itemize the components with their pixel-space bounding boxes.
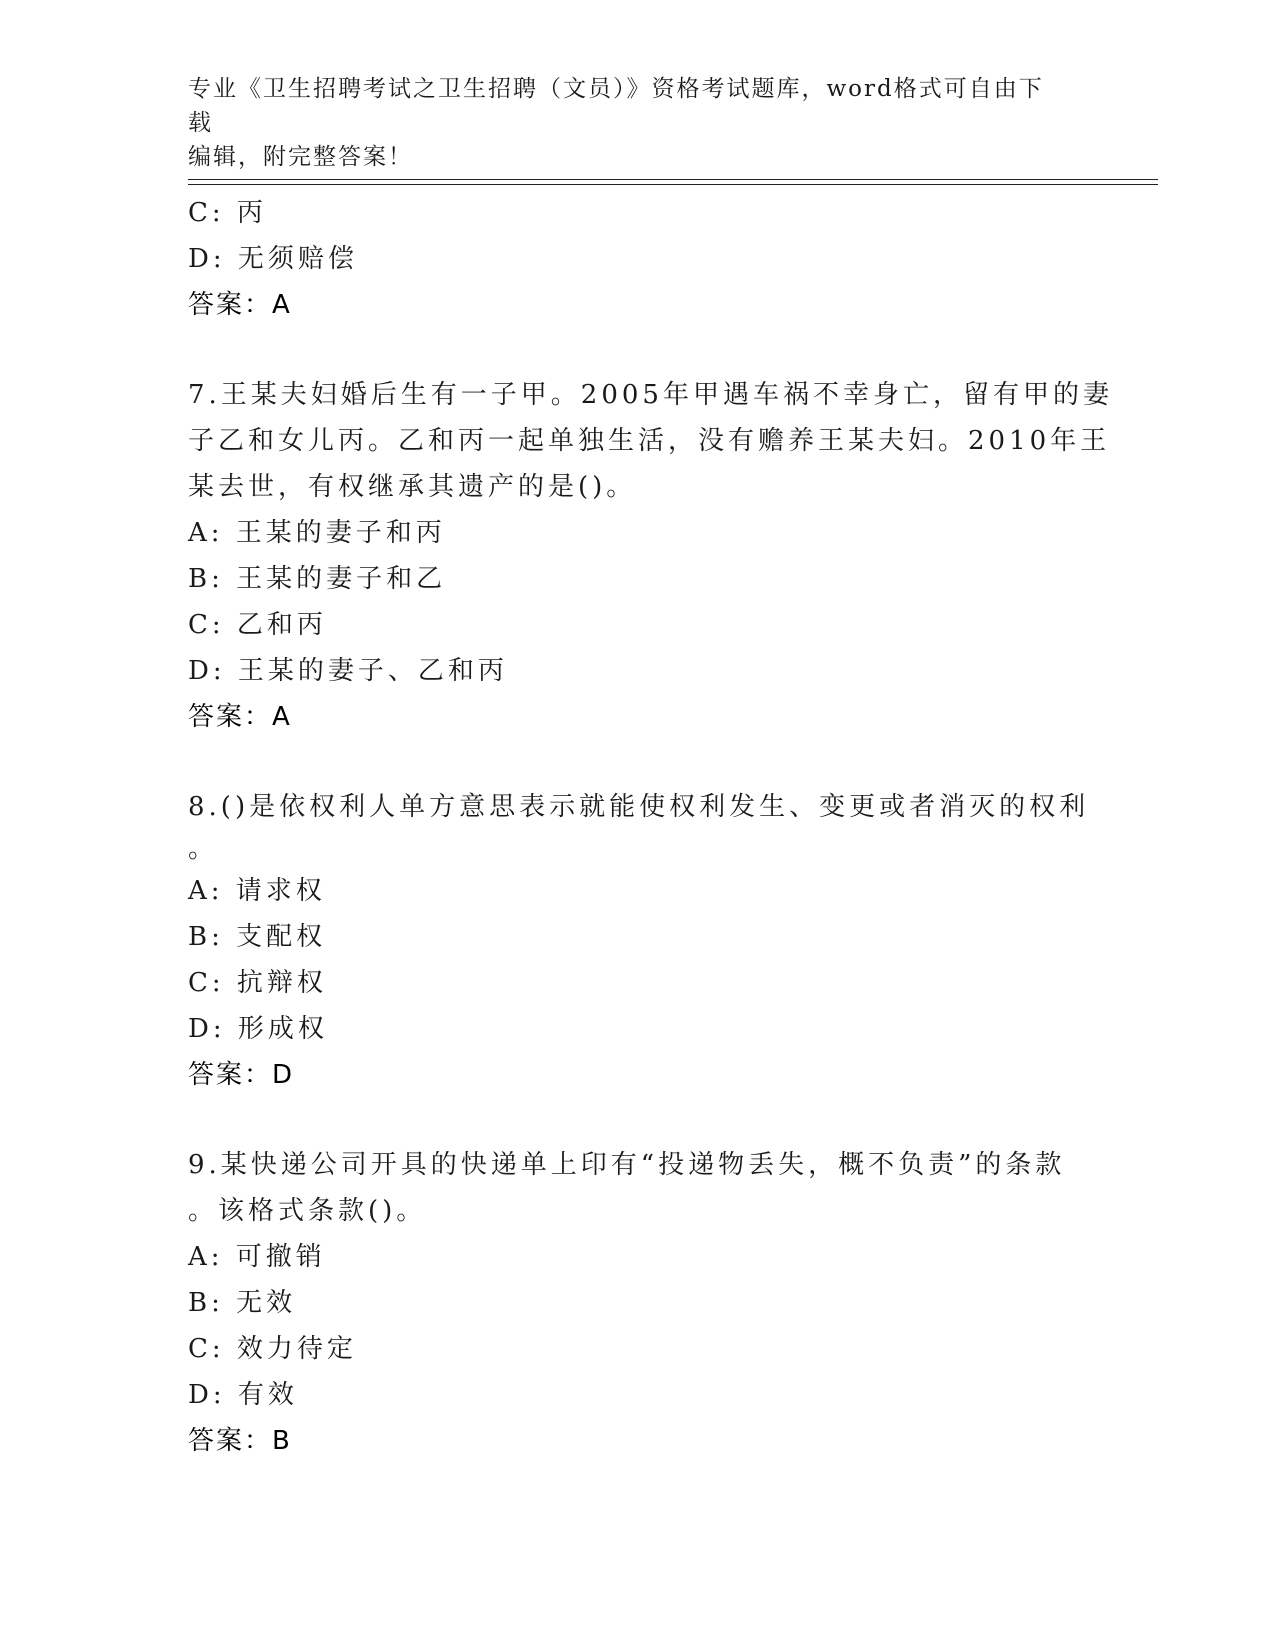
option-c: C: 丙 <box>188 198 267 228</box>
question-7 <box>188 372 1113 740</box>
question-text-line: 。该格式条款()。 <box>188 1196 427 1226</box>
question-text <box>188 1142 1068 1234</box>
option-c: C: 抗辩权 <box>188 968 327 998</box>
option-a: A: 请求权 <box>188 876 326 906</box>
question-list <box>188 190 1113 1464</box>
question-text-line: 。 <box>188 834 219 864</box>
option-b: B: 王某的妻子和乙 <box>188 564 447 594</box>
answer-line: 答案：A <box>188 702 292 732</box>
answer-line: 答案：D <box>188 1060 295 1090</box>
option-b: B: 支配权 <box>188 922 327 952</box>
document-header <box>188 72 1068 174</box>
option-d: D: 王某的妻子、乙和丙 <box>188 656 508 686</box>
question-text-line: 8.()是依权利人单方意思表示就能使权利发生、变更或者消灭的权利 <box>188 792 1090 822</box>
question-text-line: 9.某快递公司开具的快递单上印有“投递物丢失，概不负责”的条款 <box>188 1150 1066 1180</box>
question-text-line: 7.王某夫妇婚后生有一子甲。2005年甲遇车祸不幸身亡，留有甲的妻 <box>188 380 1113 410</box>
question-text-line: 某去世，有权继承其遗产的是()。 <box>188 472 637 502</box>
question-text <box>188 784 1090 868</box>
question-text <box>188 372 1113 510</box>
header-line-1: 专业《卫生招聘考试之卫生招聘（文员）》资格考试题库，word格式可自由下载 <box>188 76 1044 136</box>
header-line-2: 编辑，附完整答案！ <box>188 144 413 170</box>
option-a: A: 王某的妻子和丙 <box>188 518 446 548</box>
option-b: B: 无效 <box>188 1288 297 1318</box>
header-divider-top <box>188 179 1158 180</box>
question-6-tail <box>188 190 1088 328</box>
answer-line: 答案：A <box>188 290 292 320</box>
option-d: D: 形成权 <box>188 1014 328 1044</box>
option-d: D: 有效 <box>188 1380 298 1410</box>
option-d: D: 无须赔偿 <box>188 244 358 274</box>
option-c: C: 乙和丙 <box>188 610 327 640</box>
option-a: A: 可撤销 <box>188 1242 326 1272</box>
answer-line: 答案：B <box>188 1426 292 1456</box>
question-text-line: 子乙和女儿丙。乙和丙一起单独生活，没有赡养王某夫妇。2010年王 <box>188 426 1111 456</box>
option-c: C: 效力待定 <box>188 1334 357 1364</box>
question-8 <box>188 784 1088 1098</box>
header-divider-bottom <box>188 184 1158 185</box>
question-9 <box>188 1142 1088 1464</box>
